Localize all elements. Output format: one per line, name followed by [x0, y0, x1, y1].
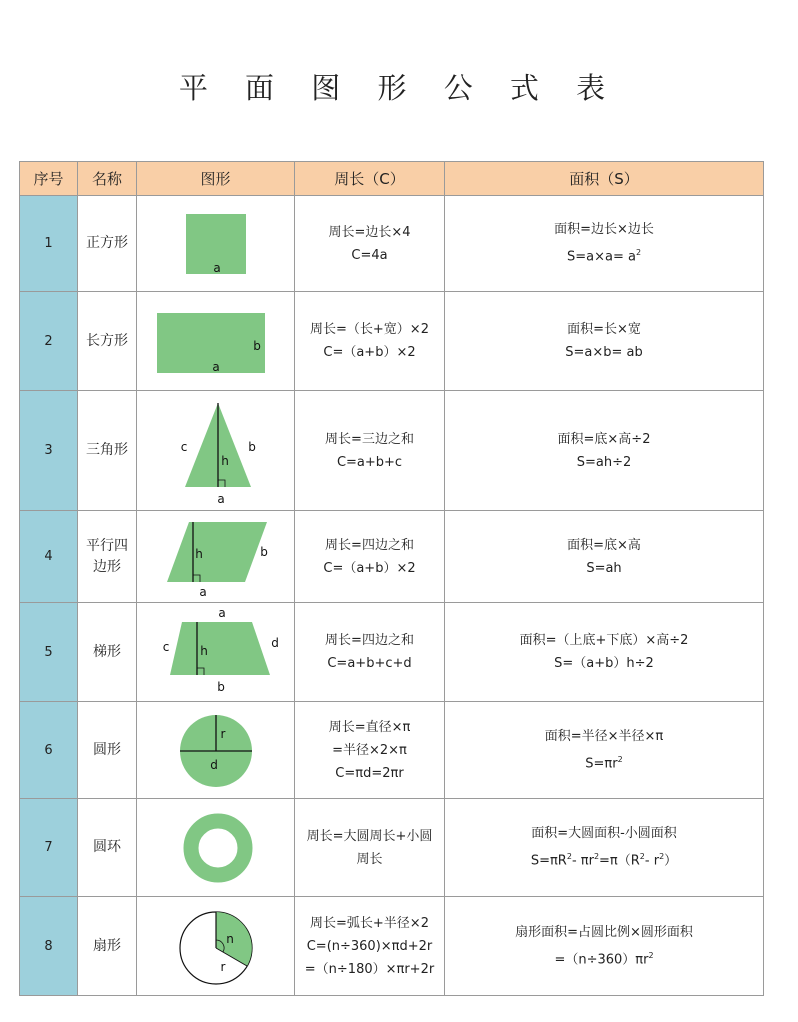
- label-r: r: [220, 960, 225, 974]
- row-index: 4: [20, 511, 78, 603]
- perimeter-line: 周长=边长×4: [328, 224, 411, 240]
- label-d: d: [209, 758, 218, 772]
- perimeter-line: =（n÷180）×πr+2r: [304, 961, 435, 977]
- area-line: $=(n\div 360)\pi r^2$: [554, 950, 654, 968]
- shape-name: 圆环: [78, 799, 137, 897]
- table-row: [20, 603, 764, 702]
- area-line: 面积=底×高÷2: [557, 431, 651, 447]
- label-b: b: [252, 339, 261, 353]
- perimeter-line: 周长=直径×π: [328, 719, 411, 735]
- area-line: 面积=长×宽: [567, 322, 641, 337]
- label-a: a: [198, 584, 207, 599]
- shape-name: 长方形: [78, 292, 137, 391]
- label-h: h: [194, 546, 203, 561]
- perimeter-formula: [295, 603, 445, 702]
- header-perimeter: 周长（C）: [295, 162, 445, 196]
- area-formula: [445, 196, 764, 292]
- rectangle-icon: [141, 301, 291, 381]
- shape-name: [78, 511, 137, 603]
- header-row: [20, 162, 764, 196]
- sector-icon: [141, 902, 291, 990]
- perimeter-formula: [295, 292, 445, 391]
- shape-name: 圆形: [78, 702, 137, 799]
- label-b: b: [216, 680, 225, 694]
- shape-name: 三角形: [78, 391, 137, 511]
- perimeter-line: C=(n÷360)×πd+2r: [306, 938, 433, 954]
- perimeter-formula: [295, 897, 445, 996]
- table-row: [20, 511, 764, 603]
- row-index: 6: [20, 702, 78, 799]
- shape-name-line: 边形: [93, 558, 121, 575]
- area-line: S=ah: [586, 560, 622, 576]
- header-name: 名称: [78, 162, 137, 196]
- perimeter-formula: [295, 702, 445, 799]
- square-icon: [141, 204, 291, 284]
- row-index: 8: [20, 897, 78, 996]
- table-row: [20, 196, 764, 292]
- label-a: a: [216, 491, 225, 506]
- table-row: [20, 702, 764, 799]
- area-line: $S=a\times a= a^2$: [566, 248, 642, 265]
- area-line: $S=\pi R^2-$ $\pi r^2=\pi(R^2-$ $r^2$）: [530, 852, 678, 869]
- label-h: h: [220, 453, 229, 468]
- area-formula: [445, 391, 764, 511]
- area-line: 面积=（上底+下底）×高÷2: [519, 633, 689, 648]
- label-d: d: [270, 636, 279, 650]
- row-index: 1: [20, 196, 78, 292]
- perimeter-line: 周长=四边之和: [325, 633, 414, 648]
- ring-icon: [141, 805, 291, 891]
- shape-figure: [137, 702, 295, 799]
- perimeter-formula: [295, 799, 445, 897]
- label-a: a: [217, 606, 226, 620]
- area-line: 面积=边长×边长: [554, 222, 654, 238]
- area-line: $S=\pi r^2$: [585, 754, 623, 772]
- triangle-icon: [141, 395, 291, 507]
- row-index: 2: [20, 292, 78, 391]
- area-formula: [445, 702, 764, 799]
- shape-figure: [137, 196, 295, 292]
- label-c: c: [162, 640, 169, 654]
- shape-figure: [137, 603, 295, 702]
- table-row: [20, 897, 764, 996]
- perimeter-formula: [295, 196, 445, 292]
- perimeter-line: 周长=（长+宽）×2: [310, 322, 429, 337]
- area-formula: [445, 603, 764, 702]
- table-row: [20, 391, 764, 511]
- shape-name: 正方形: [78, 196, 137, 292]
- perimeter-line: 周长=三边之和: [325, 431, 414, 447]
- table-row: [20, 799, 764, 897]
- perimeter-line: 周长: [356, 851, 383, 867]
- label-b: b: [259, 544, 268, 559]
- area-formula: [445, 292, 764, 391]
- header-area: 面积（S）: [445, 162, 764, 196]
- area-line: 面积=大圆面积-小圆面积: [531, 826, 677, 842]
- perimeter-line: 周长=四边之和: [325, 537, 414, 553]
- perimeter-line: =半径×2×π: [332, 742, 407, 758]
- row-index: 5: [20, 603, 78, 702]
- shape-figure: [137, 292, 295, 391]
- label-a: a: [211, 360, 220, 374]
- row-index: 7: [20, 799, 78, 897]
- parallelogram-icon: [141, 514, 291, 600]
- label-n: n: [225, 932, 234, 946]
- shape-figure: [137, 799, 295, 897]
- label-c: c: [180, 439, 187, 454]
- header-figure: 图形: [137, 162, 295, 196]
- shape-figure: [137, 511, 295, 603]
- shape-figure: [137, 391, 295, 511]
- shape-name: 梯形: [78, 603, 137, 702]
- area-formula: [445, 511, 764, 603]
- perimeter-line: 周长=弧长+半径×2: [310, 915, 429, 931]
- perimeter-formula: [295, 391, 445, 511]
- label-b: b: [247, 439, 256, 454]
- area-line: S=a×b= ab: [565, 345, 643, 360]
- area-line: 面积=半径×半径×π: [544, 728, 664, 744]
- page-title: 平 面 图 形 公 式 表: [178, 71, 620, 105]
- perimeter-line: 周长=大圆周长+小圆: [306, 828, 433, 844]
- perimeter-line: C=a+b+c+d: [327, 656, 412, 671]
- area-line: S=（a+b）h÷2: [554, 656, 654, 671]
- row-index: 3: [20, 391, 78, 511]
- shape-name-line: 平行四: [86, 537, 128, 554]
- formula-table: [19, 161, 764, 996]
- circle-icon: [141, 707, 291, 793]
- table-row: [20, 292, 764, 391]
- perimeter-line: C=πd=2πr: [335, 765, 404, 781]
- area-line: S=ah÷2: [576, 454, 632, 470]
- label-r: r: [220, 727, 225, 741]
- label-h: h: [199, 644, 208, 658]
- area-line: 面积=底×高: [567, 537, 641, 553]
- label-a: a: [212, 260, 221, 275]
- perimeter-line: C=（a+b）×2: [323, 345, 416, 360]
- perimeter-formula: [295, 511, 445, 603]
- area-formula: [445, 897, 764, 996]
- trapezoid-icon: [141, 605, 291, 699]
- perimeter-line: C=a+b+c: [336, 454, 403, 470]
- area-line: 扇形面积=占圆比例×圆形面积: [515, 924, 693, 940]
- header-index: 序号: [20, 162, 78, 196]
- perimeter-line: C=（a+b）×2: [323, 560, 416, 576]
- perimeter-line: C=4a: [351, 247, 388, 263]
- area-formula: [445, 799, 764, 897]
- shape-name: 扇形: [78, 897, 137, 996]
- shape-figure: [137, 897, 295, 996]
